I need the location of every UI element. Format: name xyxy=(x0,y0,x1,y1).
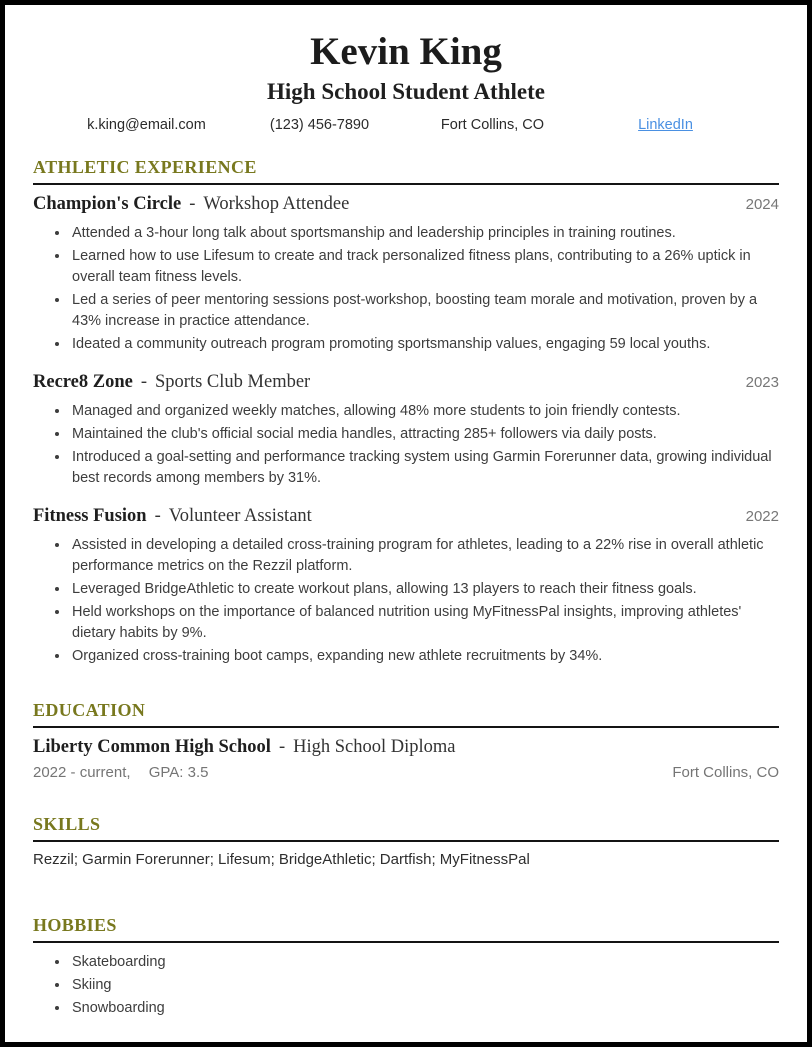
section-divider xyxy=(33,183,779,185)
bullet-item: • Leveraged BridgeAthletic to create workout plans, allowing 13 players to reach their fitness goals. xyxy=(70,579,779,600)
job-header xyxy=(33,372,779,393)
contact-row xyxy=(60,117,752,133)
gpa-value: GPA: 3.5 xyxy=(148,763,209,781)
separator: - xyxy=(189,193,196,214)
section-skills xyxy=(33,814,779,868)
separator: - xyxy=(154,505,161,526)
contact-location: Fort Collins, CO xyxy=(440,116,545,133)
bullet-item: • Assisted in developing a detailed cross-training program for athletes, leading to a 22% rise in overall athletic performance metrics on the Rezzil platform. xyxy=(70,535,779,577)
bullet-item: • Held workshops on the importance of balanced nutrition using MyFitnessPal insights, improving athletes' dietary habits by 9%. xyxy=(70,602,779,644)
bullet-item: • Led a series of peer mentoring sessions post-workshop, boosting team morale and motivation, proven by a 43% increase in practice attendance. xyxy=(70,290,779,332)
hobby-item: • Skateboarding xyxy=(70,952,779,973)
bullet-item: • Learned how to use Lifesum to create and track personalized fitness plans, contributing to a 26% uptick in overall team fitness levels. xyxy=(70,246,779,288)
section-athletic-experience xyxy=(33,157,779,667)
job-year: 2024 xyxy=(745,195,779,213)
company-name: Fitness Fusion xyxy=(33,505,147,526)
degree-name: High School Diploma xyxy=(293,736,456,757)
skills-list: Rezzil; Garmin Forerunner; Lifesum; BridgeAthletic; Dartfish; MyFitnessPal xyxy=(33,850,530,868)
job-role: Volunteer Assistant xyxy=(168,505,312,526)
hobbies-list xyxy=(33,952,779,1019)
job-entry xyxy=(33,372,779,489)
job-header xyxy=(33,194,779,215)
job-entry xyxy=(33,194,779,355)
bullet-item: • Ideated a community outreach program promoting sportsmanship values, engaging 59 local youths. xyxy=(70,334,779,355)
company-name: Recre8 Zone xyxy=(33,371,133,392)
resume-header xyxy=(33,31,779,133)
section-heading-skills: SKILLS xyxy=(33,813,101,834)
job-bullets xyxy=(33,223,779,355)
company-name: Champion's Circle xyxy=(33,193,182,214)
job-bullets xyxy=(33,401,779,489)
bullet-item: • Organized cross-training boot camps, expanding new athlete recruitments by 34%. xyxy=(70,646,779,667)
job-entry xyxy=(33,506,779,667)
section-divider xyxy=(33,941,779,943)
education-location: Fort Collins, CO xyxy=(672,763,779,781)
bullet-item: • Introduced a goal-setting and performance tracking system using Garmin Forerunner data, growing individual best records among members by 31%. xyxy=(70,447,779,489)
job-header xyxy=(33,506,779,527)
bullet-item: • Maintained the club's official social media handles, attracting 285+ followers via daily posts. xyxy=(70,424,779,445)
education-meta xyxy=(33,764,779,781)
candidate-name: Kevin King xyxy=(310,30,502,73)
candidate-title: High School Student Athlete xyxy=(267,78,545,104)
education-header xyxy=(33,737,779,758)
section-heading-hobbies: HOBBIES xyxy=(33,914,117,935)
job-role: Workshop Attendee xyxy=(203,193,350,214)
section-hobbies xyxy=(33,915,779,1019)
hobby-item: • Snowboarding xyxy=(70,998,779,1019)
separator: - xyxy=(278,736,286,757)
section-heading-education: EDUCATION xyxy=(33,699,146,720)
job-bullets xyxy=(33,535,779,667)
contact-phone: (123) 456-7890 xyxy=(269,116,370,133)
linkedin-link[interactable]: LinkedIn xyxy=(638,116,693,133)
contact-email: k.king@email.com xyxy=(87,116,206,133)
section-education xyxy=(33,700,779,781)
job-year: 2022 xyxy=(745,507,779,525)
job-role: Sports Club Member xyxy=(155,371,311,392)
school-name: Liberty Common High School xyxy=(33,736,271,757)
section-divider xyxy=(33,726,779,728)
education-dates xyxy=(33,764,209,781)
date-range: 2022 - current, xyxy=(33,763,131,781)
section-divider xyxy=(33,840,779,842)
job-year: 2023 xyxy=(745,373,779,391)
bullet-item: • Attended a 3-hour long talk about sportsmanship and leadership principles in training routines. xyxy=(70,223,779,244)
separator: - xyxy=(140,371,148,392)
hobby-item: • Skiing xyxy=(70,975,779,996)
bullet-item: • Managed and organized weekly matches, allowing 48% more students to join friendly contests. xyxy=(70,401,779,422)
section-heading-experience: ATHLETIC EXPERIENCE xyxy=(33,156,257,177)
